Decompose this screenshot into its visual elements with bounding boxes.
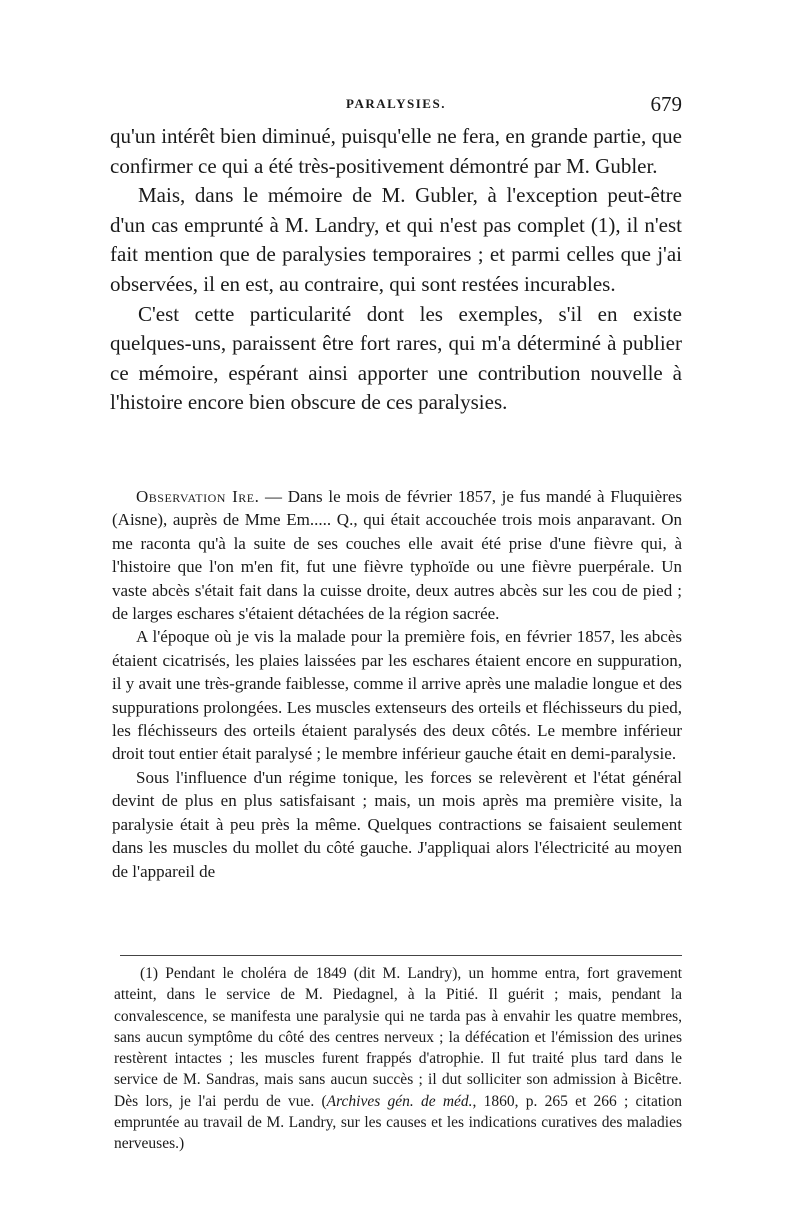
observation-paragraph-2: A l'époque où je vis la malade pour la première fois, en février 1857, les abcès étaient cicatrisés, les plaies laissées par les eschares étaient encore en suppuration, il y avait une très-grande faiblesse, comme il arrive après une maladie longue et des suppurations prolongées. Les muscles extenseurs des orteils et fléchisseurs du pied, les fléchisseurs des orteils étaient paralysés des deux côtés. Le membre inférieur droit tout entier était paralysé ; le membre inférieur gauche était en demi-paralysie. [112,627,682,764]
footnote-paragraph [114,963,682,1155]
footnote-separator [120,955,682,956]
footnote [114,963,682,1155]
page-number: 679 [650,92,682,116]
paragraph-continuation: qu'un intérêt bien diminué, puisqu'elle ne fera, en grande partie, que confirmer ce qui a été très-positivement démontré par M. Gubler. [110,124,682,178]
footnote-text-after: , 1860, p. 265 et 266 ; citation empruntée au travail de M. Landry, sur les causes et les indications curatives des maladies nerveuses.) [114,1092,682,1153]
observation-paragraph-1 [112,485,682,625]
observation-label: Observation Ire. [136,487,260,506]
page-header [110,92,682,120]
observation-dash: — [259,487,288,506]
observation-section [112,485,682,883]
paragraph-particularity: C'est cette particularité dont les exemples, s'il en existe quelques-uns, paraissent être fort rares, qui m'a déterminé à publier ce mémoire, espérant ainsi apporter une contribution nouvelle à l'histoire encore bien obscure de ces paralysies. [110,301,682,415]
footnote-reference-title: Archives gén. de méd. [326,1092,473,1110]
observation-text-1: Dans le mois de février 1857, je fus mandé à Fluquières (Aisne), auprès de Mme Em..... Q., qui était accouchée trois mois anparavant. On me raconta qu'à la suite de ses couches elle avait été prise d'une fièvre qui, à l'histoire que l'on m'en fit, fut une fièvre typhoïde ou une fièvre puerpérale. Un vaste abcès s'était fait dans la cuisse droite, deux autres abcès sur les cou de pied ; de larges eschares s'étaient détachées de la région sacrée. [112,487,683,624]
observation-paragraph-3: Sous l'influence d'un régime tonique, les forces se relevèrent et l'état général devint de plus en plus satisfaisant ; mais, un mois après ma première visite, la paralysie était à peu près la même. Quelques contractions se faisaient seulement dans les muscles du mollet du côté gauche. J'appliquai alors l'électricité au moyen de l'appareil de [112,767,682,881]
footnote-text-before: (1) Pendant le choléra de 1849 (dit M. Landry), un homme entra, fort gravement atteint, dans le service de M. Piedagnel, à la Pitié. Il guérit ; mais, pendant la convalescence, se manifesta une paralysie qui ne tarda pas à envahir les quatre membres, sans aucun symptôme du côté des centres nerveux ; la défécation et l'émission des urines restèrent intactes ; les muscles furent frappés d'atrophie. Il fut traité plus tard dans le service de M. Sandras, mais sans aucun succès ; il dut solliciter son admission à Bicêtre. Dès lors, je l'ai perdu de vue. ( [114,965,682,1110]
running-title: PARALYSIES. [346,96,446,111]
main-text [110,122,682,418]
paragraph-gubler-memoir: Mais, dans le mémoire de M. Gubler, à l'exception peut-être d'un cas emprunté à M. Landry, et qui n'est pas complet (1), il n'est fait mention que de paralysies temporaires ; et parmi celles que j'ai observées, il en est, au contraire, qui sont restées incurables. [110,183,682,296]
